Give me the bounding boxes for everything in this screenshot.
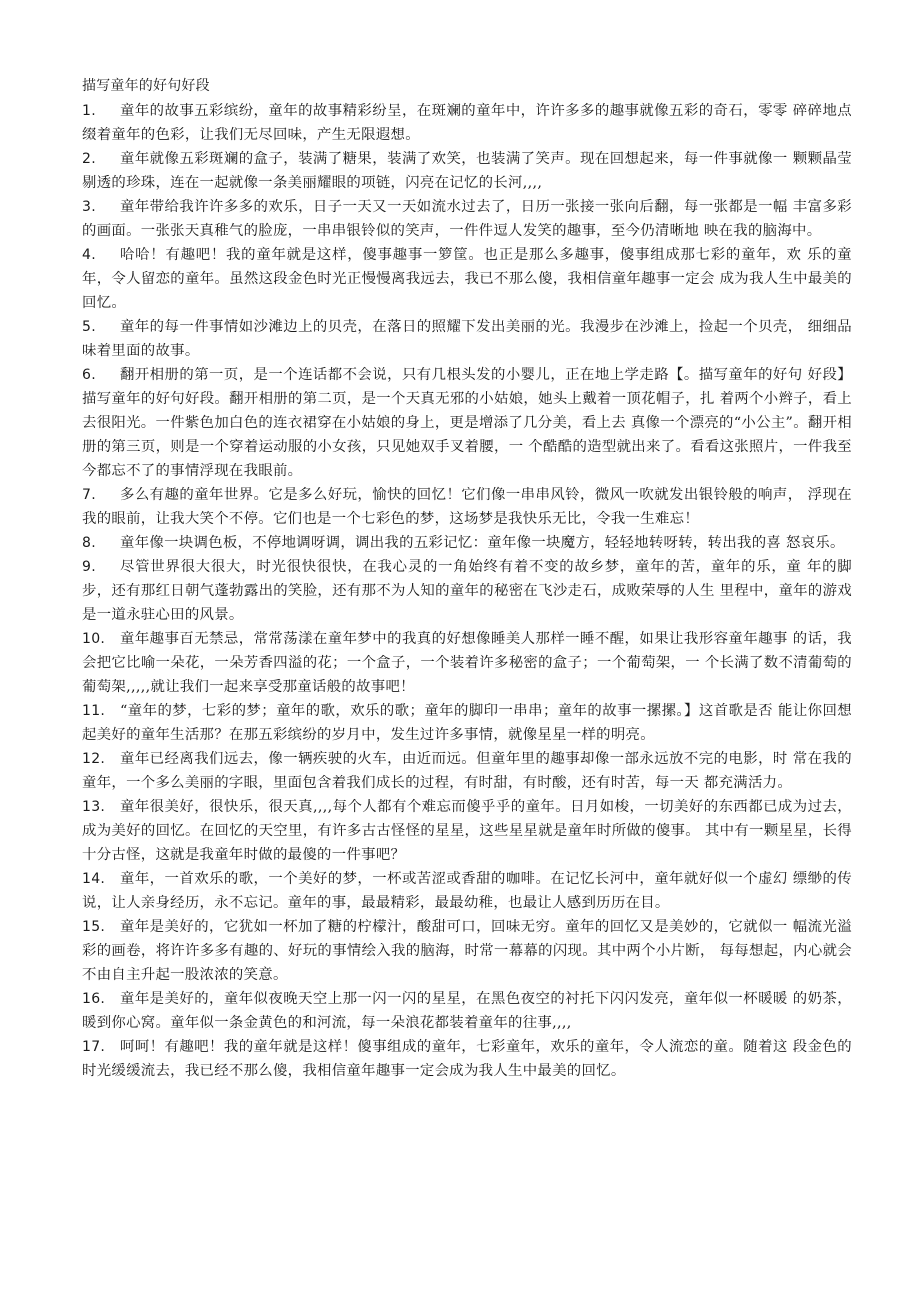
paragraph-number: 14.	[82, 871, 106, 887]
paragraph-text: 童年是美好的，它犹如一杯加了糖的柠檬汁，酸甜可口，回味无穷。童年的回忆又是美妙的，它就似一 幅流光溢彩的画卷，将许许多多有趣的、好玩的事情绘入我的脑海，时常一幕幕的闪现。其中两个小片断， 每每想起，内心就会不由自主升起一股浓浓的笑意。	[82, 919, 852, 983]
paragraph-number: 3.	[82, 199, 96, 215]
paragraph-text: 童年趣事百无禁忌，常常荡漾在童年梦中的我真的好想像睡美人那样一睡不醒，如果让我形容童年趣事 的话，我会把它比喻一朵花，一朵芳香四溢的花；一个盒子，一个装着许多秘密的盒子；一个葡萄架，一 个长满了数不清葡萄的葡萄架,,,,,就让我们一起来享受那童话般的故事吧！	[82, 631, 852, 695]
paragraph	[82, 747, 852, 795]
paragraph-text: 翻开相册的第一页，是一个连话都不会说，只有几根头发的小婴儿，正在地上学走路【。描写童年的好句 好段】描写童年的好句好段。翻开相册的第二页，是一个天真无邪的小姑娘，她头上戴着一顶花帽子，扎 着两个小辫子，看上去很阳光。一件紫色加白色的连衣裙穿在小姑娘的身上，更是增添了几分美，看上去 真像一个漂亮的“小公主”。翻开相册的第三页，则是一个穿着运动服的小女孩，只见她双手叉着腰，一 个酷酷的造型就出来了。看看这张照片，一件我至今都忘不了的事情浮现在我眼前。	[82, 367, 852, 479]
paragraph	[82, 195, 852, 243]
paragraph	[82, 483, 852, 531]
paragraph	[82, 315, 852, 363]
paragraph-text: 童年像一块调色板，不停地调呀调，调出我的五彩记忆：童年像一块魔方，轻轻地转呀转，转出我的喜 怒哀乐。	[120, 535, 845, 551]
paragraph-number: 17.	[82, 1039, 106, 1055]
paragraph-text: 童年，一首欢乐的歌，一个美好的梦，一杯或苦涩或香甜的咖啡。在记忆长河中，童年就好似一个虚幻 缥缈的传说，让人亲身经历，永不忘记。童年的事，最最精彩，最最幼稚，也最让人感到历历在目。	[82, 871, 852, 911]
paragraph-number: 9.	[82, 559, 96, 575]
paragraph-number: 5.	[82, 319, 96, 335]
document-page	[82, 76, 852, 1083]
paragraph-number: 16.	[82, 991, 106, 1007]
paragraph-number: 2.	[82, 151, 96, 167]
paragraph-number: 13.	[82, 799, 106, 815]
paragraph	[82, 627, 852, 699]
paragraph-text: 尽管世界很大很大，时光很快很快，在我心灵的一角始终有着不变的故乡梦，童年的苦，童年的乐，童 年的脚步，还有那红日朝气蓬勃露出的笑脸，还有那不为人知的童年的秘密在飞沙走石，成败荣辱的人生 里程中，童年的游戏是一道永驻心田的风景。	[82, 559, 852, 623]
paragraph	[82, 531, 852, 555]
paragraph	[82, 99, 852, 147]
paragraph-number: 10.	[82, 631, 106, 647]
paragraph-number: 6.	[82, 367, 96, 383]
paragraph-text: 呵呵！有趣吧！我的童年就是这样！傻事组成的童年，七彩童年，欢乐的童年，令人流恋的童。随着这 段金色的时光缓缓流去，我已经不那么傻，我相信童年趣事一定会成为我人生中最美的回忆。	[82, 1039, 852, 1079]
paragraph-number: 15.	[82, 919, 106, 935]
paragraph-text: 多么有趣的童年世界。它是多么好玩，愉快的回忆！它们像一串串风铃，微风一吹就发出银铃般的响声， 浮现在我的眼前，让我大笑个不停。它们也是一个七彩色的梦，这场梦是我快乐无比，令我一生难忘！	[82, 487, 852, 527]
paragraph	[82, 867, 852, 915]
paragraph	[82, 147, 852, 195]
paragraph-text: 童年很美好，很快乐，很天真,,,,每个人都有个难忘而傻乎乎的童年。日月如梭，一切美好的东西都已成为过去，成为美好的回忆。在回忆的天空里，有许多古古怪怪的星星，这些星星就是童年时所做的傻事。 其中有一颗星星，长得十分古怪，这就是我童年时做的最傻的一件事吧？	[82, 799, 852, 863]
paragraph-number: 4.	[82, 247, 96, 263]
paragraph-text: 童年的每一件事情如沙滩边上的贝壳，在落日的照耀下发出美丽的光。我漫步在沙滩上，捡起一个贝壳， 细细品味着里面的故事。	[82, 319, 852, 359]
paragraph	[82, 1035, 852, 1083]
paragraph	[82, 795, 852, 867]
paragraph-text: 童年已经离我们远去，像一辆疾驶的火车，由近而远。但童年里的趣事却像一部永远放不完的电影，时 常在我的童年，一个多么美丽的字眼，里面包含着我们成长的过程，有时甜，有时酸，还有时苦，每一天 都充满活力。	[82, 751, 852, 791]
paragraph	[82, 987, 852, 1035]
paragraph-text: 童年就像五彩斑斓的盒子，装满了糖果，装满了欢笑，也装满了笑声。现在回想起来，每一件事就像一 颗颗晶莹剔透的珍珠，连在一起就像一条美丽耀眼的项链，闪亮在记忆的长河,,,,	[82, 151, 852, 191]
paragraph-text: 哈哈！有趣吧！我的童年就是这样，傻事趣事一箩筐。也正是那么多趣事，傻事组成那七彩的童年，欢 乐的童年，令人留恋的童年。虽然这段金色时光正慢慢离我远去，我已不那么傻，我相信童年趣事一定会 成为我人生中最美的回忆。	[82, 247, 852, 311]
paragraph-text: “童年的梦，七彩的梦；童年的歌，欢乐的歌；童年的脚印一串串；童年的故事一摞摞。】这首歌是否 能让你回想起美好的童年生活那？在那五彩缤纷的岁月中，发生过许多事情，就像星星一样的明亮。	[82, 703, 852, 743]
paragraph-text: 童年带给我许许多多的欢乐，日子一天又一天如流水过去了，日历一张接一张向后翻，每一张都是一幅 丰富多彩的画面。一张张天真稚气的脸庞，一串串银铃似的笑声，一件件逗人发笑的趣事，至今仍清晰地 映在我的脑海中。	[82, 199, 852, 239]
paragraph	[82, 699, 852, 747]
paragraph-text: 童年的故事五彩缤纷，童年的故事精彩纷呈，在斑斓的童年中，许许多多的趣事就像五彩的奇石，零零 碎碎地点缀着童年的色彩，让我们无尽回味，产生无限遐想。	[82, 103, 852, 143]
paragraph	[82, 243, 852, 315]
paragraph-number: 12.	[82, 751, 106, 767]
paragraph-number: 1.	[82, 103, 96, 119]
paragraph-number: 8.	[82, 535, 96, 551]
paragraph	[82, 915, 852, 987]
paragraph	[82, 555, 852, 627]
paragraph-number: 11.	[82, 703, 106, 719]
document-title: 描写童年的好句好段	[82, 78, 210, 94]
paragraph-text: 童年是美好的，童年似夜晚天空上那一闪一闪的星星，在黑色夜空的衬托下闪闪发亮，童年似一杯暖暖 的奶茶，暖到你心窝。童年似一条金黄色的和河流，每一朵浪花都装着童年的往事,,,,	[82, 991, 852, 1031]
paragraph-number: 7.	[82, 487, 96, 503]
paragraph	[82, 363, 852, 483]
